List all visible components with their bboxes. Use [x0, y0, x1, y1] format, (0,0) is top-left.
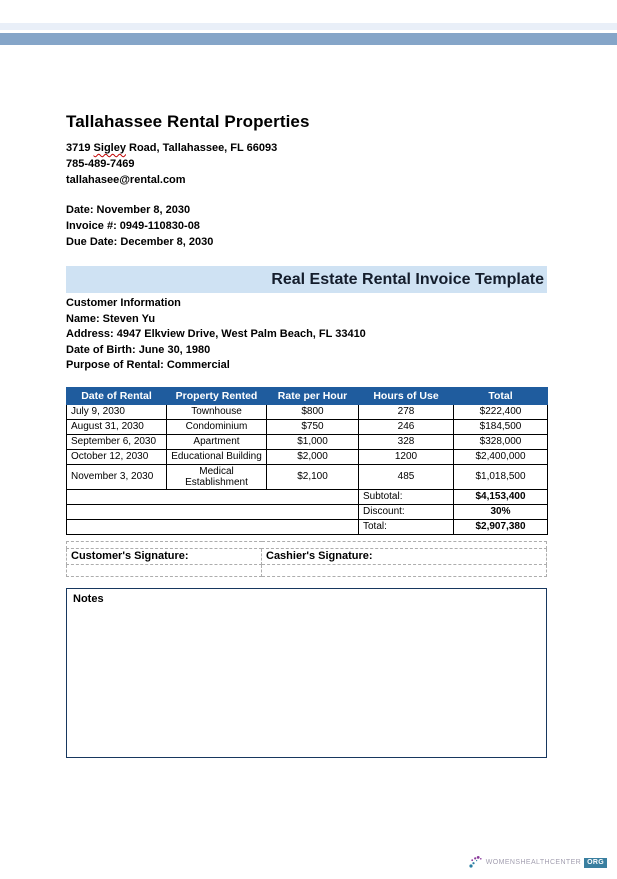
- invoice-date: Date: November 8, 2030: [66, 204, 191, 216]
- table-cell: 328: [359, 434, 454, 449]
- column-header-rate: Rate per Hour: [267, 387, 359, 404]
- table-cell: $328,000: [454, 434, 548, 449]
- table-cell: Condominium: [167, 419, 267, 434]
- column-header-total: Total: [454, 387, 548, 404]
- summary-row: [67, 489, 548, 504]
- table-cell: 485: [359, 464, 454, 489]
- customer-signature-space: [67, 564, 262, 576]
- table-cell: $2,400,000: [454, 449, 548, 464]
- cashier-signature-space: [262, 564, 547, 576]
- invoice-meta: [66, 202, 547, 250]
- company-phone: 785-489-7469: [66, 158, 135, 170]
- table-cell: Medical Establishment: [167, 464, 267, 489]
- address-spellcheck-word: Sigley: [93, 142, 126, 154]
- summary-row: [67, 504, 548, 519]
- summary-label: Subtotal:: [359, 489, 454, 504]
- notes-label: Notes: [73, 592, 104, 605]
- table-row: [67, 434, 548, 449]
- table-cell: $750: [267, 419, 359, 434]
- summary-value: $4,153,400: [454, 489, 548, 504]
- address-part2: Road, Tallahassee, FL 66093: [129, 142, 278, 154]
- invoice-due-date: Due Date: December 8, 2030: [66, 236, 214, 248]
- company-email: tallahasee@rental.com: [66, 174, 186, 186]
- top-accent-bar-steel: [0, 33, 617, 45]
- notes-box: [66, 588, 547, 758]
- table-cell: $2,000: [267, 449, 359, 464]
- column-header-hours: Hours of Use: [359, 387, 454, 404]
- table-cell: Townhouse: [167, 404, 267, 419]
- cashier-signature-cell: Cashier's Signature:: [262, 548, 547, 564]
- summary-spacer: [67, 504, 359, 519]
- table-cell: September 6, 2030: [67, 434, 167, 449]
- table-cell: August 31, 2030: [67, 419, 167, 434]
- customer-name: Name: Steven Yu: [66, 312, 156, 325]
- table-cell: 278: [359, 404, 454, 419]
- document-title-banner: [66, 266, 547, 293]
- footer-brand-text: WOMENSHEALTHCENTER: [485, 859, 582, 866]
- customer-dob: Date of Birth: June 30, 1980: [66, 343, 211, 356]
- table-cell: $184,500: [454, 419, 548, 434]
- summary-value: $2,907,380: [454, 519, 548, 534]
- table-cell: November 3, 2030: [67, 464, 167, 489]
- table-cell: Educational Building: [167, 449, 267, 464]
- table-cell: 1200: [359, 449, 454, 464]
- table-cell: $1,018,500: [454, 464, 548, 489]
- signature-top-spacer: [67, 541, 547, 548]
- summary-label: Discount:: [359, 504, 454, 519]
- signature-empty-row: [67, 564, 547, 576]
- summary-row: [67, 519, 548, 534]
- summary-value: 30%: [454, 504, 548, 519]
- customer-purpose: Purpose of Rental: Commercial: [66, 359, 230, 371]
- signature-label-row: [67, 548, 547, 564]
- document-title: Real Estate Rental Invoice Template: [271, 271, 544, 288]
- table-cell: $2,100: [267, 464, 359, 489]
- table-cell: Apartment: [167, 434, 267, 449]
- summary-label: Total:: [359, 519, 454, 534]
- company-address: [66, 140, 547, 156]
- sparkle-logo-icon: [468, 855, 483, 870]
- top-accent-bar-light: [0, 23, 617, 30]
- customer-signature-cell: Customer's Signature:: [67, 548, 262, 564]
- customer-address: Address: 4947 Elkview Drive, West Palm Beach, FL 33410: [66, 328, 366, 340]
- signature-top-row: [67, 541, 547, 548]
- column-header-date: Date of Rental: [67, 387, 167, 404]
- footer-logo: [468, 855, 607, 870]
- table-row: [67, 464, 548, 489]
- invoice-number: Invoice #: 0949-110830-08: [66, 220, 200, 232]
- table-cell: $222,400: [454, 404, 548, 419]
- table-cell: $800: [267, 404, 359, 419]
- company-name: Tallahassee Rental Properties: [66, 112, 310, 131]
- address-part1: 3719: [66, 142, 91, 154]
- summary-spacer: [67, 519, 359, 534]
- document-body: [66, 112, 547, 758]
- column-header-property: Property Rented: [167, 387, 267, 404]
- signature-table: [66, 541, 547, 577]
- footer-brand-org-badge: ORG: [584, 858, 607, 868]
- table-cell: $1,000: [267, 434, 359, 449]
- table-row: [67, 404, 548, 419]
- summary-spacer: [67, 489, 359, 504]
- customer-info-section: [66, 296, 547, 374]
- rental-invoice-table: [66, 387, 548, 535]
- table-row: [67, 449, 548, 464]
- table-header-row: [67, 387, 548, 404]
- customer-info-heading: Customer Information: [66, 297, 181, 309]
- table-cell: 246: [359, 419, 454, 434]
- table-cell: October 12, 2030: [67, 449, 167, 464]
- table-cell: July 9, 2030: [67, 404, 167, 419]
- table-row: [67, 419, 548, 434]
